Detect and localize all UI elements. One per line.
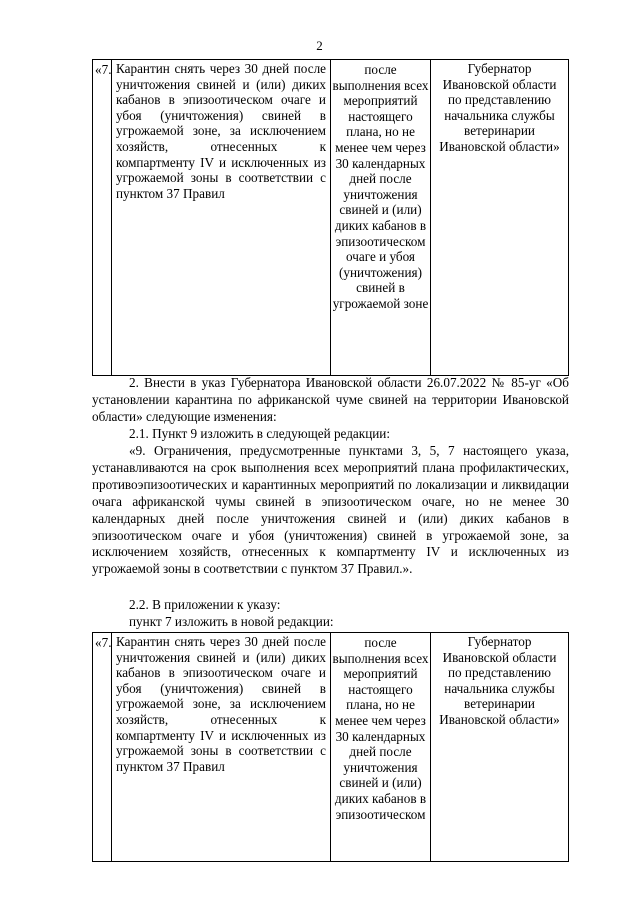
measure-term: после выполнения всех мероприятий настоящего плана, но не менее чем через 30 календарных дней после уничтожения свиней и (или) диких кабанов в эпизоотическом очаге и убоя (уничтожения) свиней в угрожаемой зоне: [331, 60, 431, 376]
page-number: 2: [316, 38, 323, 53]
paragraph-2-2: 2.2. В приложении к указу:: [129, 597, 281, 612]
measure-description: Карантин снять через 30 дней после уничтожения свиней и (или) диких кабанов в эпизоотическом очаге и убоя (уничтожения) свиней в угрожаемой зоне, за исключением хозяйств, отнесенных к компартменту IV и исключенных из угрожаемой зоны в соответствии с пунктом 37 Правил: [112, 60, 331, 376]
plan-table-new-item-7: [92, 632, 569, 862]
plan-table-continued: [92, 59, 569, 376]
responsible-party: Губернатор Ивановской области по представлению начальника службы ветеринарии Ивановской области»: [431, 60, 569, 376]
item-number: «7.: [93, 60, 112, 376]
paragraph-item-7-new: пункт 7 изложить в новой редакции:: [129, 614, 334, 629]
responsible-party: Губернатор Ивановской области по представлению начальника службы ветеринарии Ивановской области»: [431, 633, 569, 862]
paragraph-2-1: 2.1. Пункт 9 изложить в следующей редакции:: [129, 426, 391, 441]
item-number: «7.: [93, 633, 112, 862]
paragraph-9-new-text: «9. Ограничения, предусмотренные пунктами 3, 5, 7 настоящего указа, устанавливаются на срок выполнения всех мероприятий плана профилактических, противоэпизоотических и карантинных мероприятий по локализации и ликвидации очага африканской чумы свиней в эпизоотическом очаге, но не менее 30 календарных дней после уничтожения свиней и (или) диких кабанов в эпизоотическом очаге и убоя (уничтожения) свиней в угрожаемой зоне, за исключением хозяйств, отнесенных к компартменту IV и исключенных из угрожаемой зоны в соответствии с пунктом 37 Правил.».: [92, 443, 569, 577]
measure-description: Карантин снять через 30 дней после уничтожения свиней и (или) диких кабанов в эпизоотическом очаге и убоя (уничтожения) свиней в угрожаемой зоне, за исключением хозяйств, отнесенных к компартменту IV и исключенных из угрожаемой зоны в соответствии с пунктом 37 Правил: [112, 633, 331, 862]
table-row: [93, 633, 569, 862]
paragraph-amendments-intro: 2. Внести в указ Губернатора Ивановской области 26.07.2022 № 85-уг «Об установлении карантина по африканской чуме свиней на территории Ивановской области» следующие изменения:: [92, 375, 569, 424]
measure-term: после выполнения всех мероприятий настоящего плана, но не менее чем через 30 календарных дней после уничтожения свиней и (или) диких кабанов в эпизоотическом: [331, 633, 431, 862]
table-row: [93, 60, 569, 376]
